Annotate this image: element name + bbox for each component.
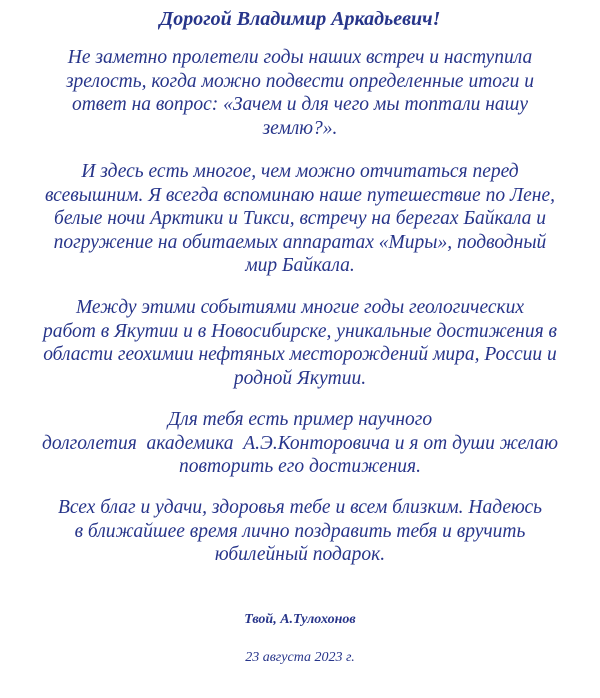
paragraph-line: зрелость, когда можно подвести определенные итоги и xyxy=(65,70,535,92)
paragraph-line: И здесь есть многое, чем можно отчитаться перед xyxy=(81,161,519,182)
paragraph-line: Не заметно пролетели годы наших встреч и наступила xyxy=(67,47,533,68)
paragraph-line: Между этими событиями многие годы геологических xyxy=(75,297,525,318)
paragraph-line: землю?». xyxy=(262,117,338,139)
paragraph-line: области геохимии нефтяных месторождений мира, России и xyxy=(43,344,557,365)
paragraph-line: в ближайшее время лично поздравить тебя и вручить xyxy=(74,520,526,542)
paragraph-line: Всех благ и удачи, здоровья тебе и всем близким. Надеюсь xyxy=(57,497,543,518)
paragraph-line: мир Байкала. xyxy=(245,255,355,276)
letter-paragraph-2 xyxy=(10,160,590,278)
paragraph-line: юбилейный подарок. xyxy=(214,544,386,565)
letter-paragraph-4 xyxy=(10,408,590,479)
paragraph-line: белые ночи Арктики и Тикси, встречу на берегах Байкала и xyxy=(54,208,546,229)
paragraph-line: работ в Якутии и в Новосибирске, уникальные достижения в xyxy=(42,320,558,342)
letter-paragraph-1 xyxy=(10,46,590,140)
paragraph-line: ответ на вопрос: «Зачем и для чего мы топтали нашу xyxy=(71,94,529,115)
letter-paragraph-5 xyxy=(10,496,590,567)
letter-date: 23 августа 2023 г. xyxy=(245,650,355,665)
paragraph-line: погружение на обитаемых аппаратах «Миры», подводный xyxy=(53,231,547,253)
letter-paragraph-3 xyxy=(10,296,590,390)
paragraph-line: всевышним. Я всегда вспоминаю наше путешествие по Лене, xyxy=(44,184,556,206)
paragraph-line: родной Якутии. xyxy=(233,367,367,389)
paragraph-line: Для тебя есть пример научного xyxy=(167,409,433,430)
letter-greeting: Дорогой Владимир Аркадьевич! xyxy=(159,8,441,30)
paragraph-line: долголетия академика А.Э.Конторовича и я от души желаю xyxy=(42,432,558,454)
paragraph-line: повторить его достижения. xyxy=(178,456,422,477)
letter-signature: Твой, А.Тулохонов xyxy=(244,612,356,627)
